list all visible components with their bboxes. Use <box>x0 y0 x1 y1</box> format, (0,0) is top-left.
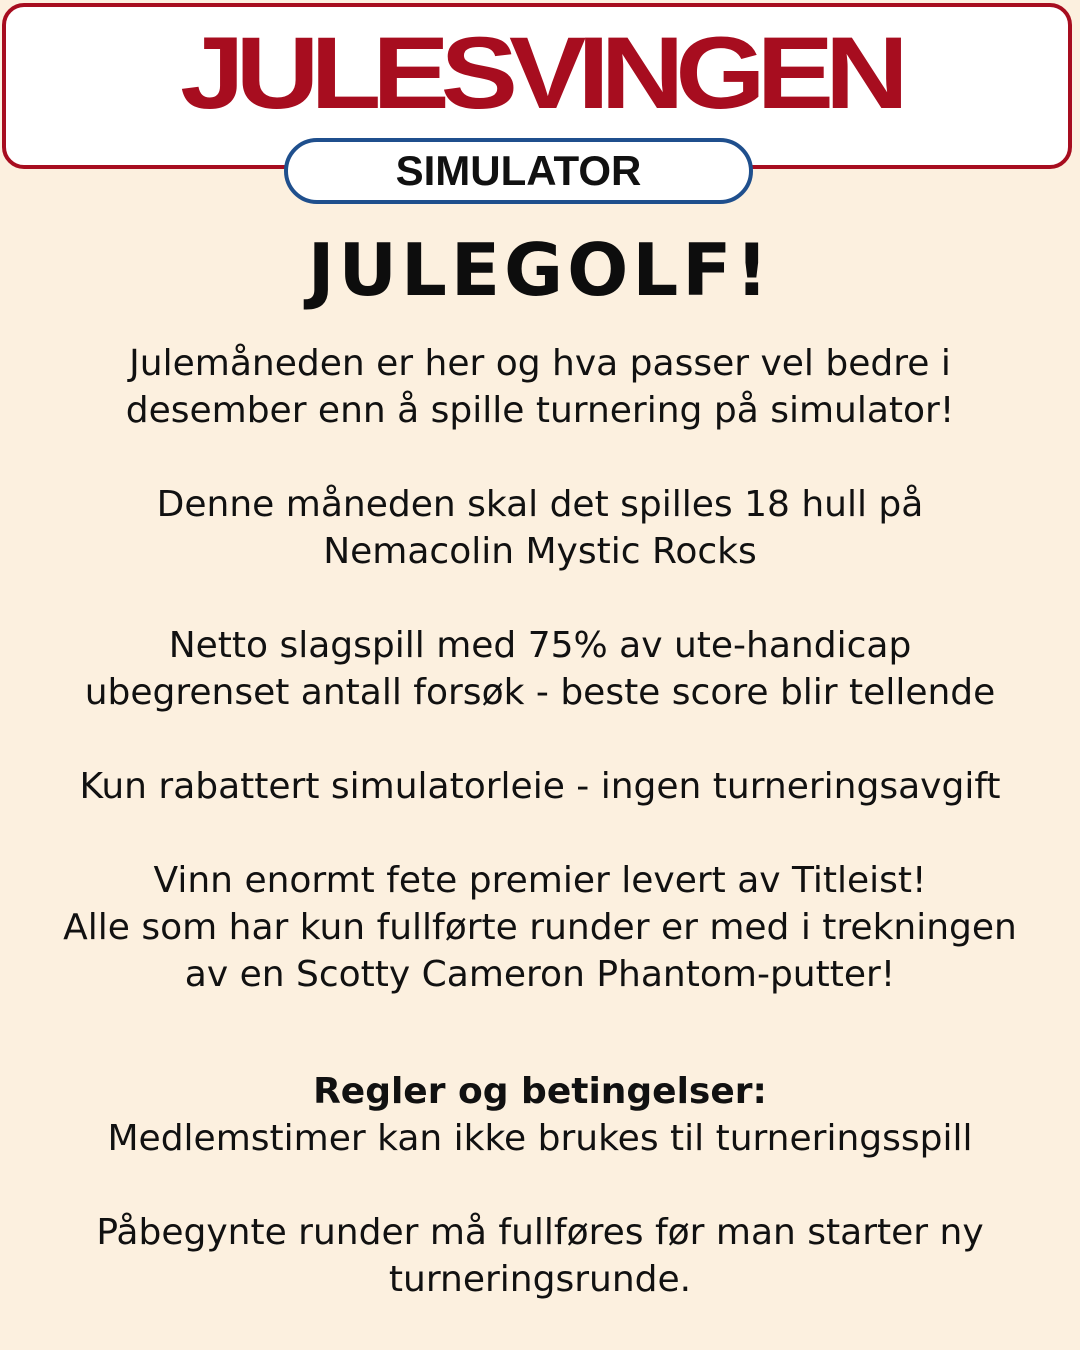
page-title: JULEGOLF! <box>307 228 773 312</box>
text-line: ubegrenset antall forsøk - beste score blir tellende <box>84 672 996 713</box>
text-line: av en Scotty Cameron Phantom-putter! <box>184 954 896 995</box>
rule-line: Medlemstimer kan ikke brukes til turneringsspill <box>107 1118 973 1159</box>
rules-title: Regler og betingelser: <box>313 1071 767 1112</box>
simulator-badge: SIMULATOR <box>284 138 753 204</box>
format-paragraph <box>0 622 1080 716</box>
brand-logo-text: JULESVINGEN <box>180 15 900 131</box>
announcement-body <box>0 340 1080 1350</box>
rules-paragraph <box>0 1068 1080 1162</box>
rule-line: Påbegynte runder må fullføres før man starter ny <box>96 1212 984 1253</box>
rule-line: turneringsrunde. <box>388 1259 692 1300</box>
course-paragraph <box>0 481 1080 575</box>
intro-paragraph <box>0 340 1080 434</box>
text-line: desember enn å spille turnering på simulator! <box>125 390 955 431</box>
fee-paragraph <box>0 763 1080 810</box>
text-line: Netto slagspill med 75% av ute-handicap <box>168 625 912 666</box>
prizes-paragraph <box>0 857 1080 998</box>
text-line: Nemacolin Mystic Rocks <box>323 531 757 572</box>
text-line: Kun rabattert simulatorleie - ingen turneringsavgift <box>79 766 1001 807</box>
text-line: Alle som har kun fullførte runder er med i trekningen <box>63 907 1017 948</box>
rules-paragraph-2 <box>0 1209 1080 1303</box>
text-line: Vinn enormt fete premier levert av Titleist! <box>153 860 927 901</box>
text-line: Denne måneden skal det spilles 18 hull på <box>156 484 924 525</box>
text-line: Julemåneden er her og hva passer vel bedre i <box>129 343 951 384</box>
